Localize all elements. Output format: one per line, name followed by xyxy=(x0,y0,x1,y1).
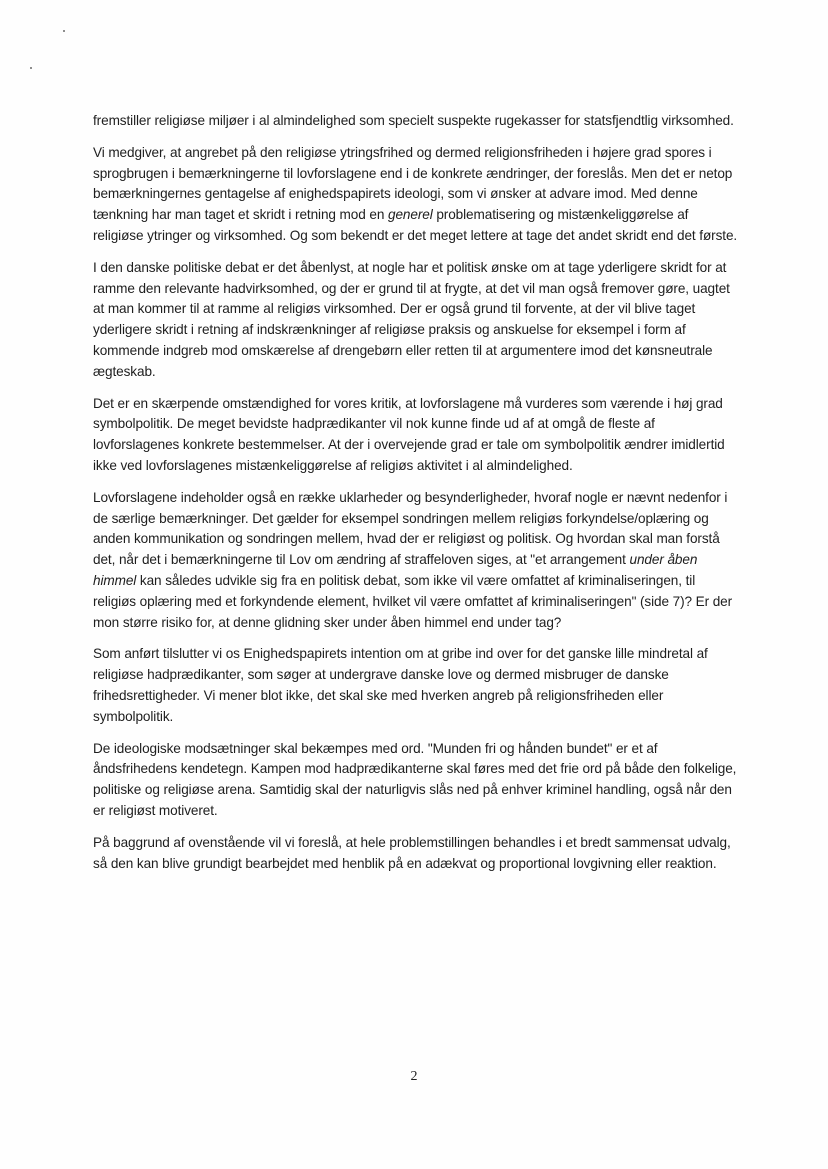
body-paragraph xyxy=(93,644,738,727)
body-paragraph xyxy=(93,488,738,634)
paragraph-text: De ideologiske modsætninger skal bekæmpes med ord. "Munden fri og hånden bundet" er et af åndsfrihedens kendetegn. Kampen mod hadprædikanterne skal føres med det frie ord på både den folkelige, politiske og religiøse arena. Samtidig skal der naturligvis slås ned på enhver kriminel handling, også når den er religiøst motiveret. xyxy=(93,740,737,818)
scan-speck xyxy=(63,30,65,32)
emphasized-text: generel xyxy=(387,207,433,223)
paragraph-text: fremstiller religiøse miljøer i al almindelighed som specielt suspekte rugekasser for statsfjendtlig virksomhed. xyxy=(93,113,734,128)
paragraph-text: Det er en skærpende omstændighed for vores kritik, at lovforslagene må vurderes som værende i høj grad symbolpolitik. De meget bevidste hadprædikanter vil nok kunne finde ud af at omgå de fleste af lovforslagenes konkrete bestemmelser. At der i overvejende grad er tale om symbolpolitik ændrer imidlertid ikke ved lovforslagenes mistænkeliggørelse af religiøs aktivitet i al almindelighed. xyxy=(93,395,725,473)
paragraph-text: problematisering og mistænkeliggørelse af religiøse ytringer og virksomhed. Og som bekendt er det meget lettere at tage det andet skridt end det første. xyxy=(93,207,738,243)
paragraph-text: kan således udvikle sig fra en politisk debat, som ikke vil være omfattet af kriminaliseringen, til religiøs oplæring med et forkyndende element, hvilket vil være omfattet af kriminaliseringen" (side 7)? Er der mon større risiko for, at denne glidning sker under åben himmel end under tag? xyxy=(93,572,733,630)
body-paragraph xyxy=(93,739,738,822)
body-paragraph xyxy=(93,394,738,477)
paragraph-text: Som anført tilslutter vi os Enighedspapirets intention om at gribe ind over for det ganske lille mindretal af religiøse hadprædikanter, som søger at undergrave danske love og dermed misbruger de danske frihedsrettigheder. Vi mener blot ikke, det skal ske med hverken angreb på religionsfriheden eller symbolpolitik. xyxy=(93,646,708,724)
page-number: 2 xyxy=(410,1069,418,1084)
paragraph-text: I den danske politiske debat er det åbenlyst, at nogle har et politisk ønske om at tage yderligere skridt for at ramme den relevante hadvirksomhed, og der er grund til at frygte, at det vil man også fremover gøre, uagtet at man kommer til at ramme al religiøs virksomhed. Der er også grund til forvente, at der vil blive taget yderligere skridt i retning af indskrænkninger af religiøse praksis og anskuelse for eksempel i form af kommende indgreb mod omskærelse af drengebørn eller retten til at argumentere imod det kønsneutrale ægteskab. xyxy=(93,259,730,379)
body-paragraph xyxy=(93,111,738,132)
paragraph-text: Vi medgiver, at angrebet på den religiøse ytringsfrihed og dermed religionsfriheden i højere grad spores i sprogbrugen i bemærkningerne til lovforslagene end i de konkrete ændringer, der foreslås. Men det er netop bemærkningernes gentagelse af enighedspapirets ideologi, som vi ønsker at advare imod. Med denne tænkning har man taget et skridt i retning mod en xyxy=(93,144,733,223)
body-paragraph xyxy=(93,143,738,247)
document-body xyxy=(93,111,738,885)
emphasized-text: under åben himmel xyxy=(93,552,698,588)
paragraph-text: På baggrund af ovenstående vil vi foreslå, at hele problemstillingen behandles i et bredt sammensat udvalg, så den kan blive grundigt bearbejdet med henblik på en adækvat og proportional lovgivning eller reaktion. xyxy=(93,834,731,871)
scan-speck xyxy=(30,67,32,69)
body-paragraph xyxy=(93,258,738,383)
paragraph-text: Lovforslagene indeholder også en række uklarheder og besynderligheder, hvoraf nogle er nævnt nedenfor i de særlige bemærkninger. Det gælder for eksempel sondringen mellem religiøs forkyndelse/oplæring og anden kommunikation og sondringen mellem, hvad der er religiøst og politisk. Og hvordan skal man forstå det, når det i bemærkningerne til Lov om ændring af straffeloven siges, at "et arrangement xyxy=(93,489,728,568)
body-paragraph xyxy=(93,833,738,875)
